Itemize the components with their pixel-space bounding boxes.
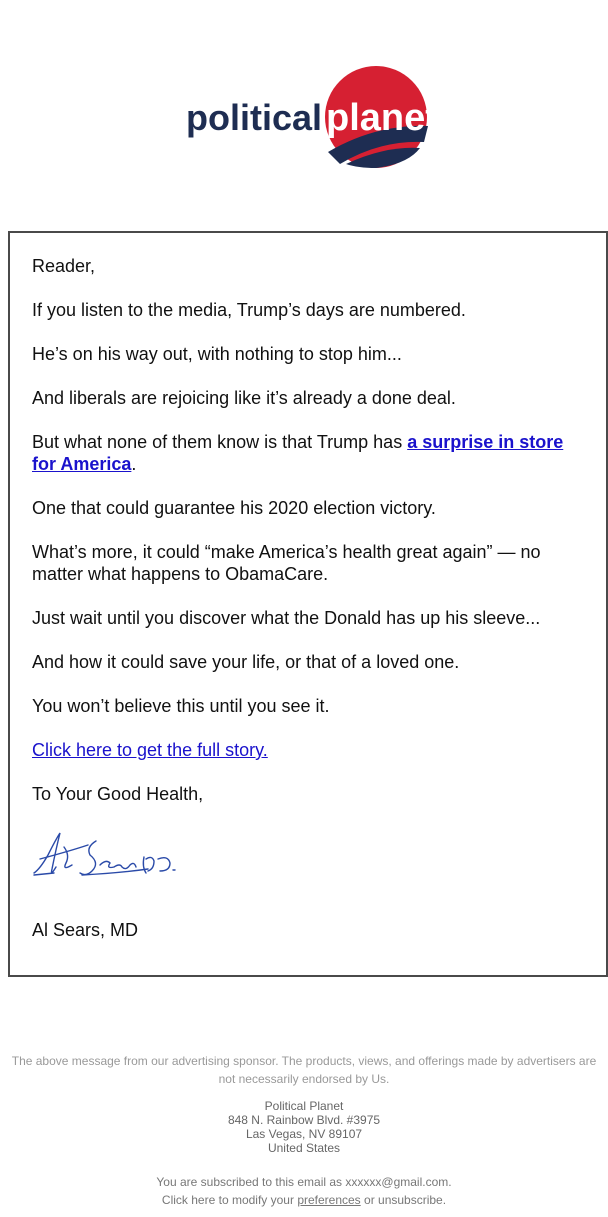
political-planet-logo[interactable] bbox=[180, 60, 445, 172]
preferences-text: Click here to modify your bbox=[161, 1193, 298, 1207]
surprise-link[interactable]: a surprise in store for America bbox=[32, 432, 564, 474]
paragraph-4-text: But what none of them know is that Trump has bbox=[32, 432, 408, 452]
header-logo-area bbox=[0, 0, 608, 232]
signer-name: Al Sears, MD bbox=[32, 920, 139, 940]
cta-paragraph bbox=[32, 739, 580, 761]
paragraph-4-end: . bbox=[131, 454, 137, 474]
sponsor-disclaimer: The above message from our advertising sponsor. The products, views, and offerings made by advertisers are not necessarily endorsed by Us. bbox=[11, 1054, 597, 1086]
unsubscribe-text: or unsubscribe. bbox=[360, 1193, 447, 1207]
paragraph-6: What’s more, it could “make America’s health great again” — no matter what happens to ObamaCare. bbox=[32, 542, 541, 584]
logo-text-political: political bbox=[186, 97, 323, 138]
greeting: Reader, bbox=[32, 256, 96, 276]
paragraph-8: And how it could save your life, or that of a loved one. bbox=[32, 652, 460, 672]
full-story-link[interactable]: Click here to get the full story. bbox=[32, 740, 268, 760]
signature-image bbox=[30, 829, 180, 881]
company-name: Political Planet bbox=[264, 1099, 344, 1113]
logo-text-planet: planet bbox=[326, 97, 438, 139]
paragraph-9: You won’t believe this until you see it. bbox=[32, 696, 330, 716]
paragraph-5: One that could guarantee his 2020 election victory. bbox=[32, 498, 436, 518]
company-city: Las Vegas, NV 89107 bbox=[245, 1127, 363, 1141]
subscription-notice: You are subscribed to this email as xxxxxx@gmail.com. bbox=[156, 1175, 452, 1189]
company-country: United States bbox=[267, 1141, 341, 1155]
closing: To Your Good Health, bbox=[32, 784, 204, 804]
paragraph-2: He’s on his way out, with nothing to stop him... bbox=[32, 344, 402, 364]
preferences-line bbox=[0, 1191, 608, 1209]
paragraph-7: Just wait until you discover what the Donald has up his sleeve... bbox=[32, 608, 541, 628]
paragraph-1: If you listen to the media, Trump’s days are numbered. bbox=[32, 300, 466, 320]
preferences-link[interactable]: preferences bbox=[297, 1193, 361, 1207]
letter-card bbox=[8, 231, 608, 977]
paragraph-3: And liberals are rejoicing like it’s already a done deal. bbox=[32, 388, 456, 408]
company-street: 848 N. Rainbow Blvd. #3975 bbox=[227, 1113, 381, 1127]
paragraph-4 bbox=[32, 431, 580, 475]
